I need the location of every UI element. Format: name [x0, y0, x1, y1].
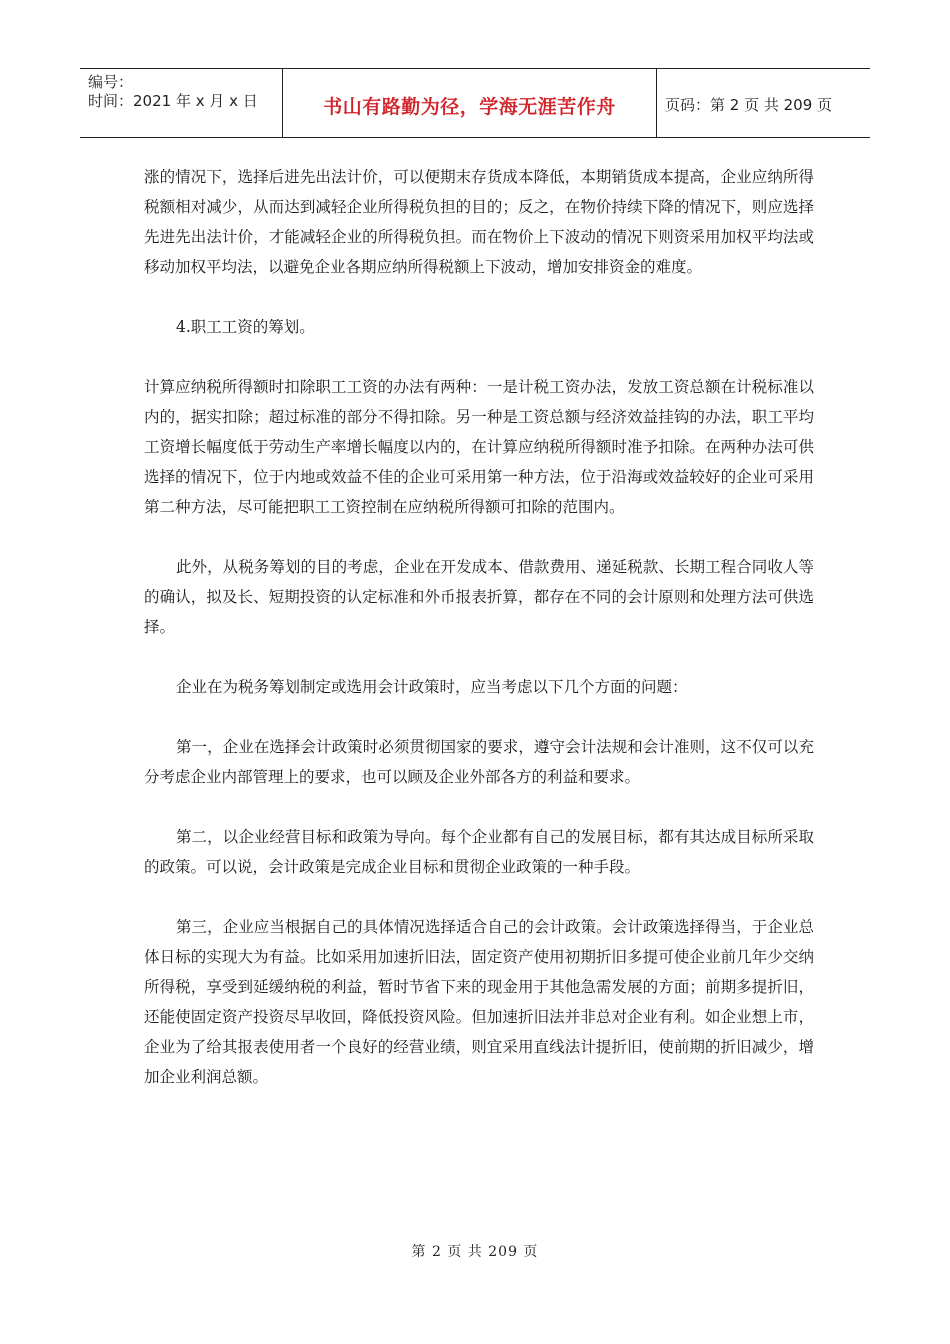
paragraph-other-accounting: 此外，从税务筹划的目的考虑，企业在开发成本、借款费用、递延税款、长期工程合同收人等的确认，拟及长、短期投资的认定标准和外币报表折算，都存在不同的会计原则和处理方法可供选择。: [144, 558, 814, 636]
section-heading-wages: 4.职工工资的筹划。: [176, 318, 315, 336]
header-page-info: [657, 69, 870, 137]
document-number-label: 编号：: [88, 73, 134, 91]
document-body: [144, 162, 814, 1092]
page-header: [80, 68, 870, 138]
header-meta: [80, 69, 283, 137]
paragraph-third-point: 第三，企业应当根据自己的具体情况选择适合自己的会计政策。会计政策选择得当，于企业总体日标的实现大为有益。比如采用加速折旧法，固定资产使用初期折旧多提可使企业前几年少交纳所得税，享受到延缓纳税的利益，暂时节省下来的现金用于其他急需发展的方面；前期多提折旧，还能使固定资产投资尽早收回，降低投资风险。但加速折旧法并非总对企业有利。如企业想上市，企业为了给其报表使用者一个良好的经营业绩，则宜采用直线法计提折旧，使前期的折旧减少，增加企业利润总额。: [144, 918, 814, 1086]
paragraph-inventory-valuation: 涨的情况下，选择后进先出法计价，可以便期末存货成本降低，本期销货成本提高，企业应纳所得税额相对减少，从而达到减轻企业所得税负担的目的；反之，在物价持续下降的情况下，则应选择先进先出法计价，才能减轻企业的所得税负担。而在物价上下波动的情况下则资采用加权平均法或移动加权平均法，以避免企业各期应纳所得税额上下波动，增加安排资金的难度。: [144, 168, 814, 276]
paragraph-considerations-intro: 企业在为税务筹划制定或选用会计政策时，应当考虑以下几个方面的问题：: [176, 678, 688, 696]
page-footer: [0, 1241, 950, 1261]
motto-text: 书山有路勤为径，学海无涯苦作舟: [323, 96, 616, 118]
page-info-text: 页码：第 2 页 共 209 页: [665, 95, 833, 114]
header-motto-cell: [283, 69, 657, 137]
footer-page-number: 第 2 页 共 209 页: [411, 1244, 539, 1260]
paragraph-wage-deduction: 计算应纳税所得额时扣除职工工资的办法有两种：一是计税工资办法，发放工资总额在计税标准以内的，据实扣除；超过标准的部分不得扣除。另一种是工资总额与经济效益挂钩的办法，职工平均工资增长幅度低于劳动生产率增长幅度以内的，在计算应纳税所得额时准予扣除。在两种办法可供选择的情况下，位于内地或效益不佳的企业可采用第一种方法，位于沿海或效益较好的企业可采用第二种方法，尽可能把职工工资控制在应纳税所得额可扣除的范围内。: [144, 378, 814, 516]
paragraph-first-point: 第一，企业在选择会计政策时必须贯彻国家的要求，遵守会计法规和会计准则，这不仅可以充分考虑企业内部管理上的要求，也可以顾及企业外部各方的利益和要求。: [144, 738, 814, 786]
document-date: 时间：2021 年 x 月 x 日: [88, 92, 258, 110]
paragraph-second-point: 第二，以企业经营目标和政策为导向。每个企业都有自己的发展目标，都有其达成目标所采取的政策。可以说，会计政策是完成企业目标和贯彻企业政策的一种手段。: [144, 828, 814, 876]
